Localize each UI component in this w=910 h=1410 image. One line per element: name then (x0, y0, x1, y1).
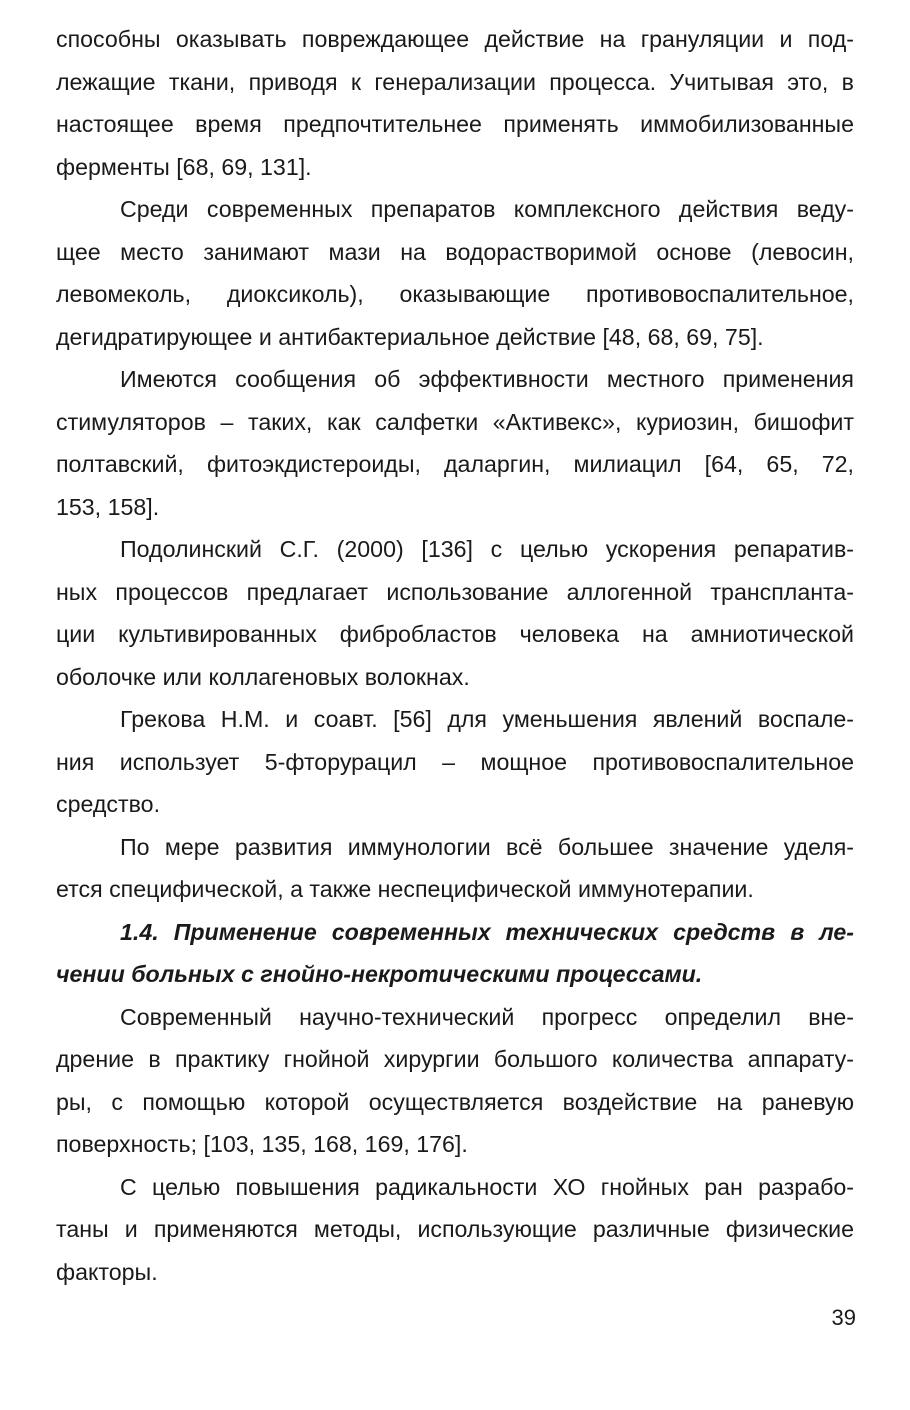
text-line: 1.4. Применение современных технических средств в ле- (120, 918, 854, 945)
section-heading (56, 911, 854, 996)
text-line: поверхность; [103, 135, 168, 169, 176]. (56, 1131, 468, 1157)
text-line: стимуляторов – таких, как салфетки «Активекс», куриозин, бишофит (56, 408, 854, 435)
text-line: дегидратирующее и антибактериальное действие [48, 68, 69, 75]. (56, 323, 764, 350)
text-line: ферменты [68, 69, 131]. (56, 153, 312, 180)
paragraph (56, 996, 854, 1166)
text-block (56, 18, 854, 1293)
text-line: ры, с помощью которой осуществляется воздействие на раневую (56, 1088, 854, 1115)
text-line: ных процессов предлагает использование аллогенной транспланта- (56, 578, 854, 605)
text-line: ется специфической, а также неспецифической иммунотерапии. (56, 876, 754, 902)
text-line: левомеколь, диоксиколь), оказывающие противовоспалительное, (56, 281, 854, 307)
text-line: настоящее время предпочтительнее применять иммобилизованные (56, 111, 854, 137)
text-line: Подолинский С.Г. (2000) [136] с целью ускорения репаратив- (120, 536, 854, 562)
text-line: С целью повышения радикальности ХО гнойных ран разрабо- (120, 1173, 854, 1200)
paragraph (56, 1166, 854, 1294)
page-number: 39 (831, 1305, 856, 1330)
text-line: Имеются сообщения об эффективности местного применения (120, 366, 854, 392)
text-line: средство. (56, 791, 161, 817)
paragraph (56, 826, 854, 911)
text-line: таны и применяются методы, использующие различные физические (56, 1216, 854, 1242)
text-line: оболочке или коллагеновых волокнах. (56, 663, 470, 690)
paragraph (56, 358, 854, 528)
paragraph (56, 528, 854, 698)
text-line: щее место занимают мази на водорастворимой основе (левосин, (56, 238, 854, 265)
paragraph (56, 698, 854, 826)
text-line: По мере развития иммунологии всё большее значение уделя- (120, 833, 854, 860)
text-line: факторы. (56, 1258, 158, 1285)
text-line: полтавский, фитоэкдистероиды, даларгин, милиацил [64, 65, 72, (56, 451, 854, 477)
text-line: Среди современных препаратов комплексного действия веду- (120, 196, 854, 222)
text-line: чении больных с гнойно-некротическими процессами. (56, 961, 703, 987)
text-line: ции культивированных фибробластов человека на амниотической (56, 621, 854, 647)
text-line: лежащие ткани, приводя к генерализации процесса. Учитывая это, в (56, 68, 854, 95)
text-line: Грекова Н.М. и соавт. [56] для уменьшения явлений воспале- (120, 706, 854, 732)
text-line: способны оказывать повреждающее действие на грануляции и под- (56, 26, 854, 52)
text-line: дрение в практику гнойной хирургии большого количества аппарату- (56, 1046, 854, 1072)
text-line: Современный научно-технический прогресс определил вне- (120, 1003, 854, 1030)
text-line: ния использует 5-фторурацил – мощное противовоспалительное (56, 748, 854, 775)
paragraph (56, 18, 854, 188)
paragraph (56, 188, 854, 358)
text-line: 153, 158]. (56, 493, 160, 520)
